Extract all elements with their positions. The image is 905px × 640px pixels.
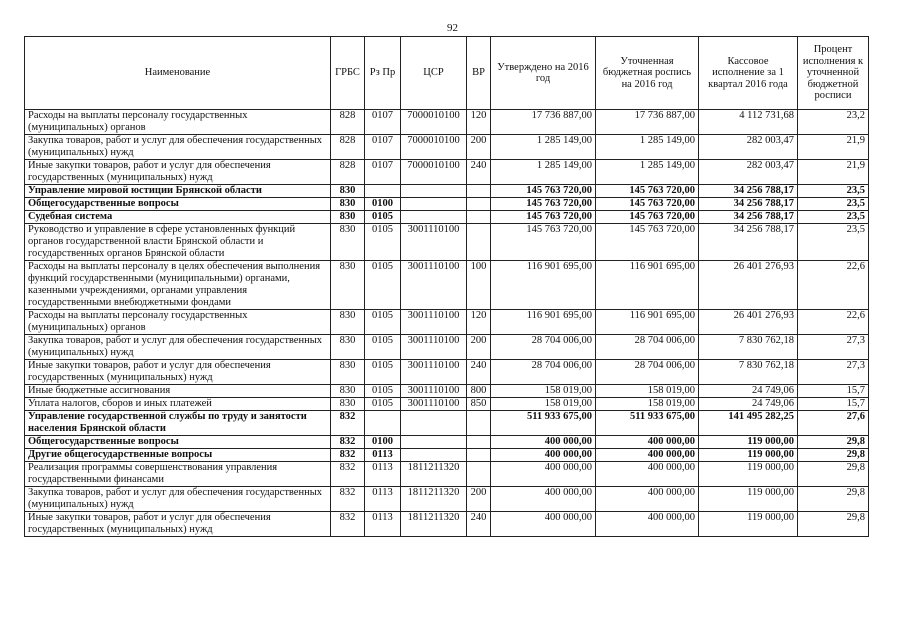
cell-percent: 27,3 <box>798 335 869 360</box>
cell-approved: 400 000,00 <box>491 487 596 512</box>
cell-cash: 34 256 788,17 <box>699 198 798 211</box>
cell-percent: 15,7 <box>798 385 869 398</box>
cell-cash: 119 000,00 <box>699 436 798 449</box>
cell-cash: 26 401 276,93 <box>699 261 798 310</box>
cell-approved: 400 000,00 <box>491 436 596 449</box>
cell-approved: 1 285 149,00 <box>491 135 596 160</box>
cell-vr <box>467 411 491 436</box>
cell-approved: 28 704 006,00 <box>491 335 596 360</box>
cell-csr: 3001110100 <box>401 398 467 411</box>
table-row <box>25 160 869 185</box>
cell-approved: 145 763 720,00 <box>491 224 596 261</box>
cell-cash: 24 749,06 <box>699 385 798 398</box>
cell-refined: 145 763 720,00 <box>596 198 699 211</box>
header-refined: Уточненная бюджетная роспись на 2016 год <box>596 37 699 110</box>
cell-cash: 7 830 762,18 <box>699 360 798 385</box>
cell-rzpr: 0113 <box>365 462 401 487</box>
cell-name: Иные закупки товаров, работ и услуг для обеспечения государственных (муниципальных) нужд <box>25 160 331 185</box>
header-approved: Утверждено на 2016 год <box>491 37 596 110</box>
table-row <box>25 110 869 135</box>
cell-name: Управление государственной службы по труду и занятости населения Брянской области <box>25 411 331 436</box>
cell-percent: 21,9 <box>798 160 869 185</box>
table-row <box>25 385 869 398</box>
cell-csr: 1811211320 <box>401 512 467 537</box>
cell-rzpr: 0105 <box>365 261 401 310</box>
cell-vr: 120 <box>467 310 491 335</box>
header-grbs: ГРБС <box>331 37 365 110</box>
cell-approved: 116 901 695,00 <box>491 310 596 335</box>
cell-vr <box>467 185 491 198</box>
cell-name: Закупка товаров, работ и услуг для обеспечения государственных (муниципальных) нужд <box>25 135 331 160</box>
cell-name: Общегосударственные вопросы <box>25 436 331 449</box>
cell-rzpr: 0107 <box>365 160 401 185</box>
cell-percent: 15,7 <box>798 398 869 411</box>
cell-name: Расходы на выплаты персоналу в целях обеспечения выполнения функций государственными (муниципальными) органами, казенными учреждениями, органами управления государственными внебюджетными фондами <box>25 261 331 310</box>
cell-vr <box>467 436 491 449</box>
cell-approved: 400 000,00 <box>491 462 596 487</box>
cell-grbs: 830 <box>331 261 365 310</box>
cell-cash: 34 256 788,17 <box>699 224 798 261</box>
cell-grbs: 832 <box>331 512 365 537</box>
cell-percent: 27,6 <box>798 411 869 436</box>
cell-approved: 1 285 149,00 <box>491 160 596 185</box>
cell-grbs: 832 <box>331 436 365 449</box>
cell-refined: 116 901 695,00 <box>596 310 699 335</box>
cell-refined: 17 736 887,00 <box>596 110 699 135</box>
cell-cash: 34 256 788,17 <box>699 211 798 224</box>
cell-grbs: 828 <box>331 135 365 160</box>
cell-csr: 1811211320 <box>401 487 467 512</box>
cell-refined: 145 763 720,00 <box>596 185 699 198</box>
cell-percent: 29,8 <box>798 487 869 512</box>
header-name: Наименование <box>25 37 331 110</box>
cell-refined: 400 000,00 <box>596 436 699 449</box>
cell-rzpr: 0105 <box>365 310 401 335</box>
cell-csr <box>401 449 467 462</box>
cell-csr: 3001110100 <box>401 310 467 335</box>
cell-vr: 850 <box>467 398 491 411</box>
table-row <box>25 310 869 335</box>
cell-approved: 145 763 720,00 <box>491 211 596 224</box>
table-row <box>25 512 869 537</box>
cell-csr: 7000010100 <box>401 110 467 135</box>
cell-percent: 29,8 <box>798 449 869 462</box>
cell-percent: 23,2 <box>798 110 869 135</box>
cell-cash: 34 256 788,17 <box>699 185 798 198</box>
header-csr: ЦСР <box>401 37 467 110</box>
cell-rzpr: 0105 <box>365 211 401 224</box>
cell-grbs: 832 <box>331 487 365 512</box>
cell-cash: 4 112 731,68 <box>699 110 798 135</box>
table-row <box>25 261 869 310</box>
page-number: 92 <box>447 22 458 34</box>
cell-percent: 29,8 <box>798 512 869 537</box>
cell-grbs: 830 <box>331 360 365 385</box>
cell-cash: 282 003,47 <box>699 135 798 160</box>
cell-vr: 120 <box>467 110 491 135</box>
table-row <box>25 462 869 487</box>
cell-grbs: 830 <box>331 224 365 261</box>
cell-approved: 400 000,00 <box>491 449 596 462</box>
cell-csr: 3001110100 <box>401 360 467 385</box>
cell-approved: 145 763 720,00 <box>491 198 596 211</box>
cell-approved: 145 763 720,00 <box>491 185 596 198</box>
cell-name: Судебная система <box>25 211 331 224</box>
cell-refined: 400 000,00 <box>596 462 699 487</box>
cell-refined: 400 000,00 <box>596 449 699 462</box>
cell-rzpr: 0107 <box>365 135 401 160</box>
cell-name: Управление мировой юстиции Брянской области <box>25 185 331 198</box>
cell-approved: 116 901 695,00 <box>491 261 596 310</box>
cell-cash: 119 000,00 <box>699 449 798 462</box>
table-row <box>25 198 869 211</box>
cell-name: Иные бюджетные ассигнования <box>25 385 331 398</box>
cell-vr: 800 <box>467 385 491 398</box>
cell-grbs: 832 <box>331 449 365 462</box>
cell-csr: 7000010100 <box>401 160 467 185</box>
cell-vr: 100 <box>467 261 491 310</box>
cell-grbs: 830 <box>331 198 365 211</box>
cell-approved: 158 019,00 <box>491 385 596 398</box>
table-row <box>25 335 869 360</box>
cell-refined: 158 019,00 <box>596 385 699 398</box>
cell-name: Расходы на выплаты персоналу государственных (муниципальных) органов <box>25 310 331 335</box>
cell-refined: 1 285 149,00 <box>596 160 699 185</box>
header-rzpr: Рз Пр <box>365 37 401 110</box>
cell-rzpr: 0113 <box>365 487 401 512</box>
cell-vr: 240 <box>467 512 491 537</box>
cell-rzpr: 0113 <box>365 449 401 462</box>
cell-csr <box>401 185 467 198</box>
cell-percent: 29,8 <box>798 462 869 487</box>
cell-rzpr <box>365 411 401 436</box>
cell-csr: 3001110100 <box>401 261 467 310</box>
cell-name: Руководство и управление в сфере установленных функций органов государственной власти Брянской области и государственных органов Брянской области <box>25 224 331 261</box>
table-header-row <box>25 37 869 110</box>
cell-rzpr: 0105 <box>365 398 401 411</box>
table-row <box>25 224 869 261</box>
header-percent: Процент исполнения к уточненной бюджетной росписи <box>798 37 869 110</box>
cell-grbs: 830 <box>331 185 365 198</box>
cell-rzpr: 0105 <box>365 385 401 398</box>
cell-rzpr: 0105 <box>365 335 401 360</box>
cell-grbs: 832 <box>331 411 365 436</box>
cell-vr: 200 <box>467 135 491 160</box>
cell-name: Закупка товаров, работ и услуг для обеспечения государственных (муниципальных) нужд <box>25 335 331 360</box>
cell-percent: 22,6 <box>798 310 869 335</box>
cell-vr: 200 <box>467 487 491 512</box>
cell-name: Иные закупки товаров, работ и услуг для обеспечения государственных (муниципальных) нужд <box>25 512 331 537</box>
cell-vr: 200 <box>467 335 491 360</box>
cell-csr: 7000010100 <box>401 135 467 160</box>
cell-rzpr: 0107 <box>365 110 401 135</box>
header-cash: Кассовое исполнение за 1 квартал 2016 года <box>699 37 798 110</box>
cell-percent: 29,8 <box>798 436 869 449</box>
cell-cash: 282 003,47 <box>699 160 798 185</box>
cell-grbs: 828 <box>331 110 365 135</box>
cell-approved: 158 019,00 <box>491 398 596 411</box>
cell-vr <box>467 198 491 211</box>
cell-percent: 23,5 <box>798 198 869 211</box>
cell-csr <box>401 436 467 449</box>
table-row <box>25 449 869 462</box>
cell-vr: 240 <box>467 360 491 385</box>
cell-percent: 27,3 <box>798 360 869 385</box>
cell-csr: 3001110100 <box>401 335 467 360</box>
cell-csr: 3001110100 <box>401 385 467 398</box>
cell-csr: 1811211320 <box>401 462 467 487</box>
cell-vr <box>467 462 491 487</box>
cell-refined: 28 704 006,00 <box>596 335 699 360</box>
cell-refined: 1 285 149,00 <box>596 135 699 160</box>
cell-csr <box>401 211 467 224</box>
cell-refined: 116 901 695,00 <box>596 261 699 310</box>
table-row <box>25 398 869 411</box>
cell-cash: 119 000,00 <box>699 487 798 512</box>
cell-rzpr: 0113 <box>365 512 401 537</box>
cell-grbs: 830 <box>331 211 365 224</box>
cell-rzpr: 0105 <box>365 224 401 261</box>
cell-approved: 400 000,00 <box>491 512 596 537</box>
cell-name: Реализация программы совершенствования управления государственными финансами <box>25 462 331 487</box>
cell-name: Общегосударственные вопросы <box>25 198 331 211</box>
table-row <box>25 411 869 436</box>
cell-name: Другие общегосударственные вопросы <box>25 449 331 462</box>
cell-vr <box>467 224 491 261</box>
cell-rzpr: 0100 <box>365 436 401 449</box>
cell-refined: 511 933 675,00 <box>596 411 699 436</box>
cell-vr <box>467 211 491 224</box>
cell-rzpr <box>365 185 401 198</box>
cell-name: Иные закупки товаров, работ и услуг для обеспечения государственных (муниципальных) нужд <box>25 360 331 385</box>
cell-refined: 145 763 720,00 <box>596 211 699 224</box>
cell-name: Закупка товаров, работ и услуг для обеспечения государственных (муниципальных) нужд <box>25 487 331 512</box>
cell-percent: 23,5 <box>798 185 869 198</box>
cell-cash: 119 000,00 <box>699 462 798 487</box>
cell-csr <box>401 198 467 211</box>
cell-csr <box>401 411 467 436</box>
cell-csr: 3001110100 <box>401 224 467 261</box>
cell-grbs: 828 <box>331 160 365 185</box>
cell-vr <box>467 449 491 462</box>
cell-grbs: 832 <box>331 462 365 487</box>
cell-rzpr: 0100 <box>365 198 401 211</box>
cell-refined: 400 000,00 <box>596 512 699 537</box>
cell-grbs: 830 <box>331 398 365 411</box>
cell-percent: 23,5 <box>798 224 869 261</box>
header-vr: ВР <box>467 37 491 110</box>
cell-cash: 24 749,06 <box>699 398 798 411</box>
cell-cash: 119 000,00 <box>699 512 798 537</box>
table-row <box>25 436 869 449</box>
cell-refined: 158 019,00 <box>596 398 699 411</box>
cell-refined: 28 704 006,00 <box>596 360 699 385</box>
cell-percent: 23,5 <box>798 211 869 224</box>
cell-cash: 7 830 762,18 <box>699 335 798 360</box>
cell-name: Уплата налогов, сборов и иных платежей <box>25 398 331 411</box>
budget-execution-table <box>24 36 869 537</box>
cell-name: Расходы на выплаты персоналу государственных (муниципальных) органов <box>25 110 331 135</box>
cell-vr: 240 <box>467 160 491 185</box>
cell-grbs: 830 <box>331 335 365 360</box>
cell-approved: 17 736 887,00 <box>491 110 596 135</box>
table-body <box>25 110 869 537</box>
cell-grbs: 830 <box>331 310 365 335</box>
cell-cash: 141 495 282,25 <box>699 411 798 436</box>
table-row <box>25 360 869 385</box>
cell-grbs: 830 <box>331 385 365 398</box>
cell-cash: 26 401 276,93 <box>699 310 798 335</box>
cell-approved: 28 704 006,00 <box>491 360 596 385</box>
table-row <box>25 211 869 224</box>
table-row <box>25 185 869 198</box>
table-row <box>25 135 869 160</box>
cell-refined: 145 763 720,00 <box>596 224 699 261</box>
cell-approved: 511 933 675,00 <box>491 411 596 436</box>
table-row <box>25 487 869 512</box>
cell-refined: 400 000,00 <box>596 487 699 512</box>
cell-percent: 21,9 <box>798 135 869 160</box>
cell-rzpr: 0105 <box>365 360 401 385</box>
cell-percent: 22,6 <box>798 261 869 310</box>
